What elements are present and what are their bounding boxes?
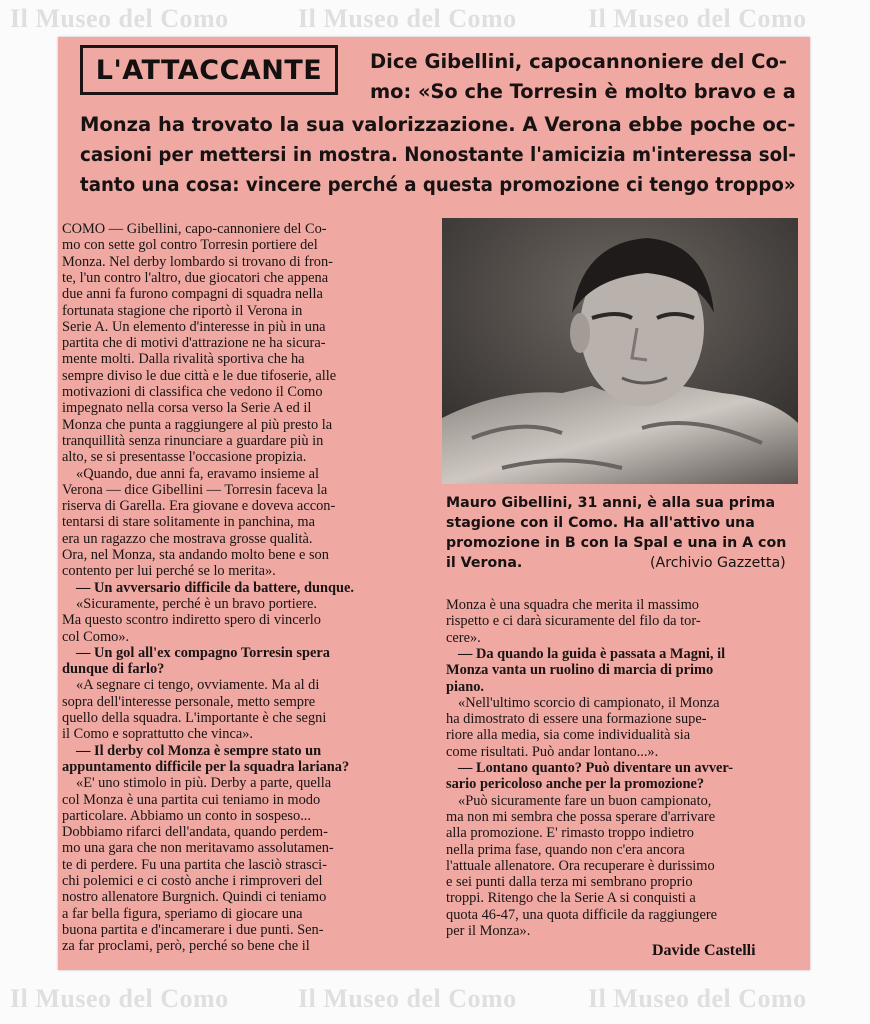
body-text-line: a far bella figura, speriamo di giocare una: [62, 905, 303, 922]
body-text-line: «Sicuramente, perché è un bravo portiere.: [76, 595, 317, 612]
caption-line: promozione in B con la Spal e una in A con: [446, 535, 787, 551]
body-text-line: due anni fa furono compagni di squadra nella: [62, 286, 323, 303]
body-text-line: Monza vanta un ruolino di marcia di primo: [446, 662, 714, 679]
body-text-line: motivazioni di classifica che vedono il Como: [62, 384, 323, 400]
body-text-line: col Como».: [62, 628, 130, 645]
headline-line: tanto una cosa: vincere perché a questa promozione ci tengo troppo»: [80, 173, 796, 196]
author-byline: Davide Castelli: [652, 942, 756, 959]
body-text-line: appuntamento difficile per la squadra lariana?: [62, 758, 350, 775]
body-text-line: Dobbiamo rifarci dell'andata, quando perdem-: [62, 824, 328, 841]
watermark-text: Il Museo del Como: [588, 984, 807, 1013]
body-text-line: — Il derby col Monza è sempre stato un: [76, 742, 322, 759]
body-text-line: tentarsi di stare solitamente in panchina, ma: [62, 514, 315, 531]
body-text-line: «Nell'ultimo scorcio di campionato, il Monza: [458, 694, 720, 711]
caption-line: Mauro Gibellini, 31 anni, è alla sua prima: [446, 495, 776, 511]
body-text-line: alla promozione. E' rimasto troppo indietro: [446, 825, 694, 842]
body-text-line: te, l'un contro l'altro, due giocatori che appena: [62, 269, 329, 286]
body-text-line: mo con sette gol contro Torresin portiere del: [62, 237, 318, 254]
caption-line: il Verona.: [446, 555, 523, 571]
body-text-line: «Può sicuramente fare un buon campionato,: [458, 792, 712, 809]
body-text-line: rispetto e ci darà sicuramente del filo da tor-: [446, 613, 701, 630]
body-text-line: alto, se si presentasse l'occasione propizia.: [62, 449, 307, 466]
headline-line: casioni per mettersi in mostra. Nonostante l'amicizia m'interessa sol-: [80, 143, 796, 166]
body-text-line: il Como e soprattutto che vinca».: [62, 726, 254, 743]
body-text-line: nostro allenatore Burgnich. Quindi ci teniamo: [62, 889, 327, 906]
body-text-line: troppi. Ritengo che la Serie A si conquisti a: [446, 890, 696, 907]
watermark-text: Il Museo del Como: [10, 984, 229, 1013]
body-text-line: Monza che punta a raggiungere al più presto la: [62, 416, 333, 433]
body-text-line: riserva di Garella. Era giovane e doveva accon-: [62, 498, 336, 515]
body-text-line: e sei punti dalla terza mi sembrano proprio: [446, 874, 693, 891]
body-text-line: Monza è una squadra che merita il massimo: [446, 597, 699, 613]
body-text-line: Verona — dice Gibellini — Torresin faceva la: [62, 481, 328, 498]
body-text-line: mente molti. Dalla rivalità sportiva che ha: [62, 351, 305, 368]
body-text-line: mo una gara che non meritavamo assolutamen-: [62, 840, 334, 857]
body-text-line: cere».: [446, 629, 481, 646]
photo-image: [442, 218, 798, 484]
body-text-line: Ma questo scontro indiretto spero di vincerlo: [62, 612, 321, 629]
body-text-line: chi polemici e ci costò anche i rimproveri del: [62, 873, 323, 889]
body-text-line: sopra dell'interesse personale, metto sempre: [62, 693, 316, 710]
body-text-line: — Lontano quanto? Può diventare un avver-: [458, 760, 734, 776]
body-text-line: piano.: [446, 678, 484, 695]
body-text-line: za far proclami, però, perché so bene che il: [62, 938, 310, 955]
body-text-line: partita che di motivi d'attrazione ne ha sicura-: [62, 335, 326, 352]
body-text-line: Ora, nel Monza, sta andando molto bene e son: [62, 547, 329, 563]
body-text-line: per il Monza».: [446, 923, 531, 939]
body-text-line: — Un gol all'ex compagno Torresin spera: [76, 644, 330, 661]
body-text-line: «A segnare ci tengo, ovviamente. Ma al di: [76, 677, 320, 694]
headline-line: Dice Gibellini, capocannoniere del Co-: [370, 50, 787, 73]
body-text-line: sempre diviso le due città e le due tifoserie, alle: [62, 367, 337, 384]
body-text-line: dunque di farlo?: [62, 661, 165, 678]
body-text-line: particolare. Abbiamo un conto in sospeso...: [62, 807, 311, 824]
headline-line: Monza ha trovato la sua valorizzazione. A Verona ebbe poche oc-: [80, 113, 796, 136]
body-text-line: quello della squadra. L'importante è che segni: [62, 710, 327, 726]
body-text-line: COMO — Gibellini, capo-cannoniere del Co-: [62, 221, 327, 237]
body-text-line: «E' uno stimolo in più. Derby a parte, quella: [76, 775, 332, 792]
body-text-line: l'attuale allenatore. Ora recuperare è durissimo: [446, 857, 715, 874]
watermark-text: Il Museo del Como: [298, 984, 517, 1013]
body-text-line: — Un avversario difficile da battere, dunque.: [76, 579, 354, 596]
headline-line: mo: «So che Torresin è molto bravo e a: [370, 80, 796, 103]
body-text-line: «Quando, due anni fa, eravamo insieme al: [76, 465, 319, 482]
body-text-line: Serie A. Un elemento d'interesse in più in una: [62, 318, 326, 335]
body-text-line: contento per lui perché se lo merita».: [62, 563, 276, 580]
body-text-line: riore alla media, sia come individualità sia: [446, 727, 691, 744]
watermark-text: Il Museo del Como: [298, 4, 517, 33]
watermark-text: Il Museo del Como: [10, 4, 229, 33]
body-text-line: buona partita e d'incamerare i due punti. Sen-: [62, 921, 324, 938]
body-text-line: come risultati. Può andar lontano...».: [446, 743, 659, 760]
caption-line: stagione con il Como. Ha all'attivo una: [446, 515, 755, 531]
body-text-line: sario pericoloso anche per la promozione?: [446, 776, 705, 793]
body-text-line: — Da quando la guida è passata a Magni, il: [458, 645, 726, 662]
body-text-line: quota 46-47, una quota difficile da raggiungere: [446, 906, 718, 923]
body-text-line: ma non mi sembra che possa sperare d'arrivare: [446, 808, 716, 825]
caption-source: (Archivio Gazzetta): [650, 555, 786, 571]
body-text-line: ha dimostrato di essere una formazione supe-: [446, 711, 707, 728]
section-kicker: L'ATTACCANTE: [80, 45, 338, 95]
watermark-text: Il Museo del Como: [588, 4, 807, 33]
body-text-line: te di perdere. Fu una partita che lasciò strasci-: [62, 856, 327, 873]
player-photo: [442, 218, 798, 484]
body-text-line: Monza. Nel derby lombardo si trovano di fron-: [62, 253, 333, 270]
body-text-line: nella prima fase, quando non c'era ancora: [446, 841, 685, 858]
body-text-line: col Monza è una partita cui teniamo in modo: [62, 791, 321, 808]
body-text-line: era un ragazzo che mostrava grosse qualità.: [62, 530, 313, 547]
body-text-line: fortunata stagione che riportò il Verona in: [62, 302, 303, 319]
body-text-line: impegnato nella corsa verso la Serie A ed il: [62, 400, 312, 417]
body-text-line: tranquillità senza rinunciare a guardare più in: [62, 432, 324, 449]
